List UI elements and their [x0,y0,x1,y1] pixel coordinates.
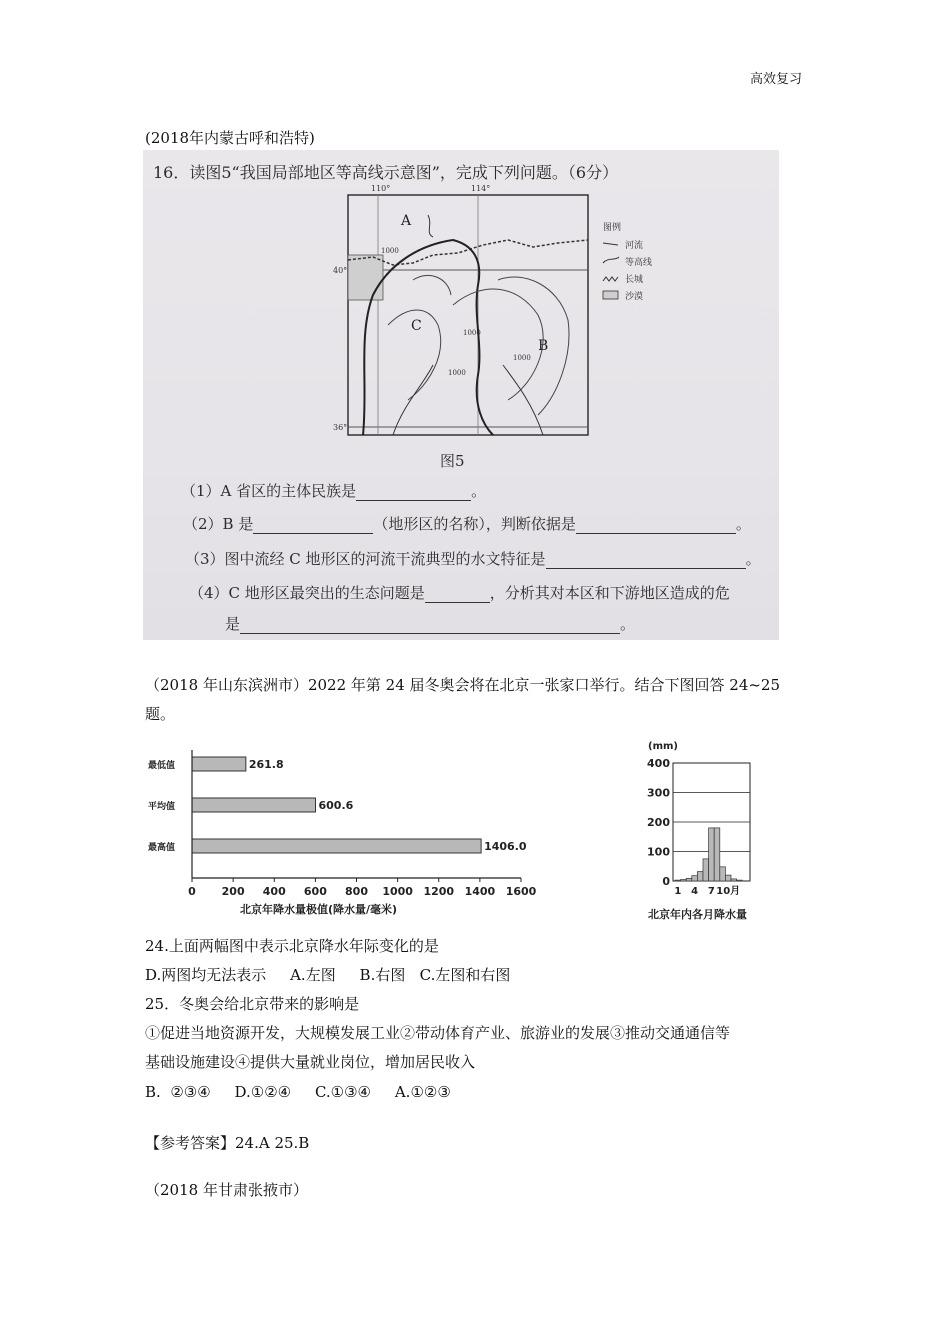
x-tick-label: 1400 [464,885,496,898]
lat-label: 40° [333,266,348,275]
y-tick-label: 400 [647,757,670,770]
right-chart-ylabel: (mm) [648,741,678,752]
lon-label: 114° [471,185,491,193]
month-bar-8 [714,828,720,881]
x-tick-label: 0 [188,885,196,898]
section2-intro-line1: （2018 年山东滨洲市）2022 年第 24 届冬奥会将在北京一张家口举行。结合下图回答 24~25 [145,676,781,694]
next-section-source: （2018 年甘肃张掖市） [145,1181,308,1199]
lon-label: 110° [371,185,391,193]
x-tick-label: 10月 [716,886,741,897]
x-tick-label: 4 [691,886,699,897]
exam-photo [143,150,779,640]
map-letter-b: B [538,338,549,354]
y-tick-label: 300 [647,786,670,800]
section2-intro-line2: 题。 [145,705,176,723]
map-letter-a: A [401,213,412,229]
monthly-precip-chart [640,737,800,927]
contour-label: 1000 [448,369,466,377]
answer-key: 【参考答案】24.A 25.B [145,1134,310,1152]
question-2: （2）B 是 （地形区的名称），判断依据是 。 [183,515,751,533]
month-bar-11 [731,879,737,881]
legend-river: 河流 [625,241,644,251]
x-tick-label: 400 [262,885,286,898]
value-label: 600.6 [318,799,354,812]
x-tick-label: 1200 [423,885,455,898]
contour-map [333,185,733,445]
contour-label: 1000 [381,247,399,255]
question-25-body1: ①促进当地资源开发，大规模发展工业②带动体育产业、旅游业的发展③推动交通通信等 [145,1024,731,1042]
month-bar-1 [675,880,681,881]
left-chart-title: 北京年降水量极值(降水量/毫米) [240,903,398,916]
x-tick-label: 1000 [382,885,413,898]
right-chart-title: 北京年内各月降水量 [648,908,747,921]
legend-great-wall: 长城 [625,275,644,285]
month-bar-7 [709,828,715,881]
question-24-options: D.两图均无法表示 A.左图 B.右图 C.左图和右图 [145,966,511,984]
question-25-body2: 基础设施建设④提供大量就业岗位，增加居民收入 [145,1053,476,1071]
question-1: （1）A 省区的主体民族是 。 [181,482,487,500]
y-tick-label: 0 [662,875,670,888]
month-bar-10 [725,875,731,881]
x-tick-label: 1600 [505,885,537,898]
month-bar-4 [692,876,698,881]
category-label: 平均值 [148,802,176,812]
month-bar-9 [720,867,726,881]
question-title: 16．读图5“我国局部地区等高线示意图”，完成下列问题。（6分） [153,163,619,182]
month-bar-3 [686,878,692,881]
question-4: （4）C 地形区最突出的生态问题是 ，分析其对本区和下游地区造成的危 [189,584,730,602]
category-label: 最高值 [148,843,176,853]
value-label: 261.8 [248,758,284,771]
month-bar-5 [697,872,703,881]
question-24: 24.上面两幅图中表示北京降水年际变化的是 [145,937,439,955]
bar-2 [192,839,481,853]
x-tick-label: 1 [674,886,682,897]
contour-label: 1000 [463,329,481,337]
y-tick-label: 100 [647,845,670,859]
month-bar-6 [703,859,709,881]
question-25-options: B. ②③④ D.①②④ C.①③④ A.①②③ [145,1083,451,1101]
annual-precip-extremes-chart [145,745,565,925]
figure-caption: 图5 [440,452,465,470]
question-4-cont: 是 。 [225,615,636,633]
x-tick-label: 600 [303,885,327,898]
lat-label: 36° [333,423,348,432]
month-bar-2 [681,880,687,881]
x-tick-label: 200 [221,885,245,898]
bar-0 [192,757,246,771]
bar-1 [192,798,315,812]
contour-label: 1000 [513,354,531,362]
category-label: 最低值 [148,761,176,771]
page-header: 高效复习 [750,72,803,87]
legend-desert: 沙漠 [625,292,644,302]
value-label: 1406.0 [484,840,527,853]
question-25: 25．冬奥会给北京带来的影响是 [145,995,360,1013]
y-tick-label: 200 [647,816,670,829]
month-bar-12 [737,880,743,881]
map-letter-c: C [411,318,422,334]
x-tick-label: 800 [345,885,368,898]
x-tick-label: 7 [707,886,715,897]
legend-contour: 等高线 [625,258,653,268]
legend-title: 图例 [603,223,622,233]
section-source: (2018年内蒙古呼和浩特) [145,129,315,147]
question-3: （3）图中流经 C 地形区的河流干流典型的水文特征是 。 [185,550,761,568]
